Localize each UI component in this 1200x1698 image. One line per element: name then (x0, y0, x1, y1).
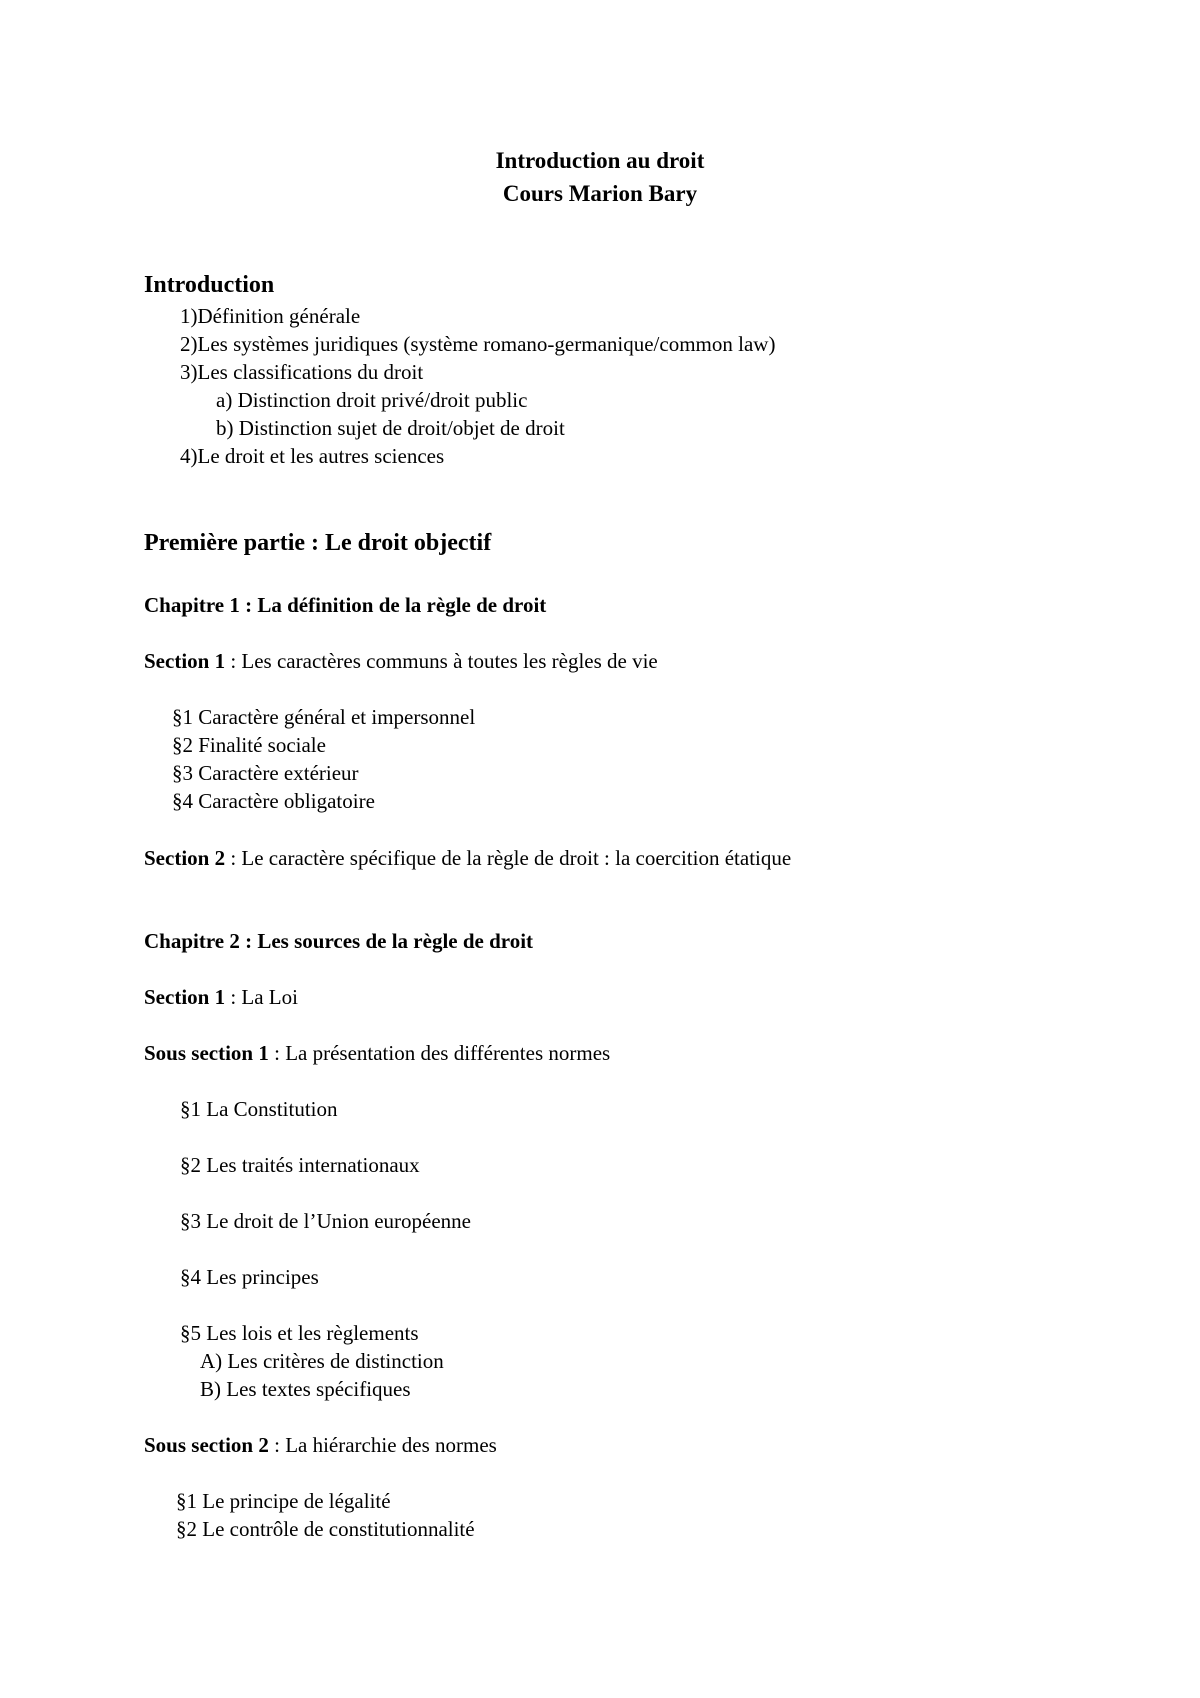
section-text: : Les caractères communs à toutes les règles de vie (225, 649, 658, 673)
chapter1-item: §4 Caractère obligatoire (172, 789, 375, 813)
intro-item: 2)Les systèmes juridiques (système romano-germanique/common law) (180, 332, 776, 356)
intro-subitem: b) Distinction sujet de droit/objet de droit (216, 416, 565, 440)
chapter2-section1 (144, 984, 298, 1010)
chapter2-subitem: A) Les critères de distinction (200, 1349, 444, 1373)
chapter1-section2 (144, 845, 791, 871)
subsection-label: Sous section 1 (144, 1041, 269, 1065)
chapter1-item: §1 Caractère général et impersonnel (172, 705, 476, 729)
chapter2-item: §3 Le droit de l’Union européenne (180, 1209, 471, 1233)
intro-item: 3)Les classifications du droit (180, 360, 424, 384)
part1-heading: Première partie : Le droit objectif (144, 530, 492, 556)
chapter2-item: §2 Le contrôle de constitutionnalité (176, 1517, 475, 1541)
intro-item: 4)Le droit et les autres sciences (180, 444, 445, 468)
chapter2-subsection1 (144, 1040, 610, 1066)
section-label: Section 2 (144, 846, 226, 870)
chapter2-subsection2 (144, 1432, 497, 1458)
chapter1-heading: Chapitre 1 : La définition de la règle de droit (144, 593, 547, 617)
chapter2-heading: Chapitre 2 : Les sources de la règle de droit (144, 929, 534, 953)
chapter1-item: §2 Finalité sociale (172, 733, 326, 757)
chapter2-subitem: B) Les textes spécifiques (200, 1377, 411, 1401)
chapter1-item: §3 Caractère extérieur (172, 761, 359, 785)
chapter2-item: §1 Le principe de légalité (176, 1489, 391, 1513)
document-subtitle: Cours Marion Bary (502, 181, 698, 206)
intro-item: 1)Définition générale (180, 304, 361, 328)
section-label: Section 1 (144, 649, 226, 673)
subsection-text: : La présentation des différentes normes (268, 1041, 611, 1065)
intro-subitem: a) Distinction droit privé/droit public (216, 388, 528, 412)
chapter2-item: §4 Les principes (180, 1265, 319, 1289)
subsection-label: Sous section 2 (144, 1433, 269, 1457)
chapter2-item: §1 La Constitution (180, 1097, 338, 1121)
chapter2-item: §5 Les lois et les règlements (180, 1321, 419, 1345)
section-text: : La Loi (225, 985, 298, 1009)
chapter2-item: §2 Les traités internationaux (180, 1153, 420, 1177)
document-title: Introduction au droit (495, 148, 705, 173)
chapter1-section1 (144, 648, 658, 674)
section-text: : Le caractère spécifique de la règle de droit : la coercition étatique (225, 846, 792, 870)
subsection-text: : La hiérarchie des normes (268, 1433, 497, 1457)
section-label: Section 1 (144, 985, 226, 1009)
intro-heading: Introduction (144, 272, 275, 298)
